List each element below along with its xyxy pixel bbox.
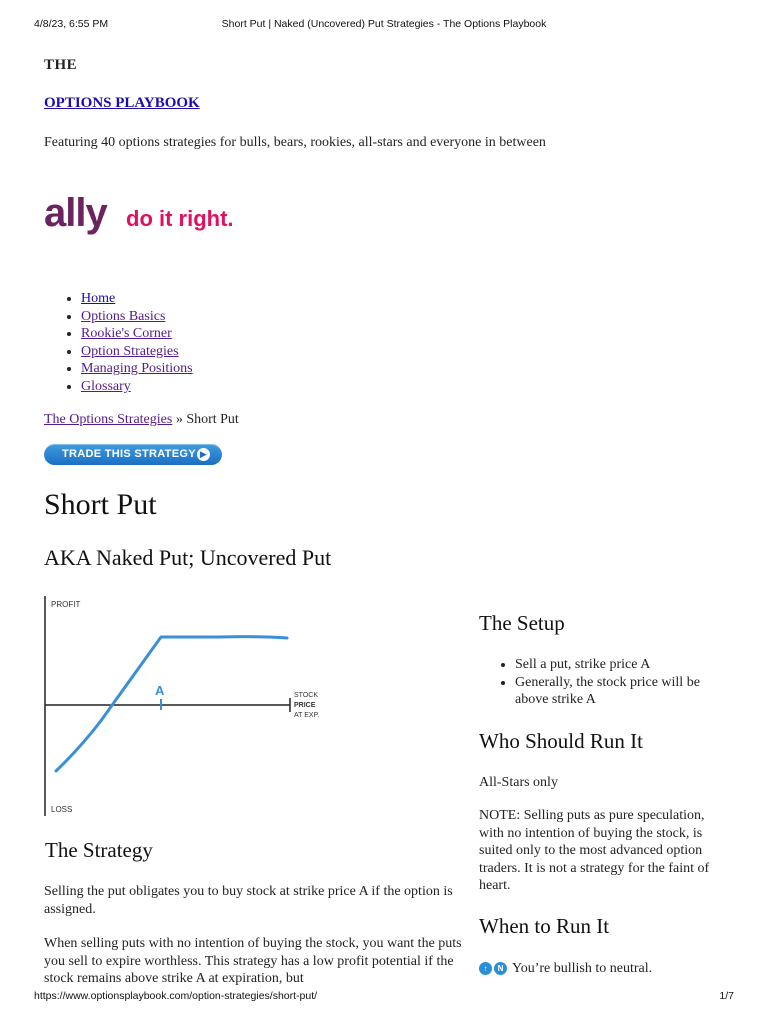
nav-item-options-basics [81, 308, 193, 326]
strategy-heading: The Strategy [45, 838, 153, 862]
nav-item-managing-positions [81, 360, 193, 378]
print-page-title: Short Put | Naked (Uncovered) Put Strategies - The Options Playbook [221, 18, 547, 30]
axis-label-price: PRICE [294, 702, 316, 709]
when-heading: When to Run It [479, 914, 610, 938]
nav-item-option-strategies [81, 343, 193, 361]
payoff-line [56, 637, 287, 771]
page-subtitle: AKA Naked Put; Uncovered Put [44, 545, 332, 570]
chevron-right-icon: ▶ [197, 448, 210, 461]
who-level: All-Stars only [479, 775, 558, 790]
site-tagline: Featuring 40 options strategies for bulls, bears, rookies, all-stars and everyone in between [44, 135, 546, 150]
breadcrumb-separator: » [172, 412, 187, 427]
print-footer [34, 990, 734, 1004]
neutral-icon: N [494, 962, 507, 975]
nav-item-home [81, 290, 193, 308]
when-row [479, 960, 739, 978]
axis-label-stock: STOCK [294, 692, 318, 699]
nav-link-rookies-corner[interactable]: Rookie's Corner [81, 326, 172, 342]
main-nav [44, 290, 193, 396]
nav-link-glossary[interactable]: Glossary [81, 378, 131, 394]
breadcrumb-parent-link[interactable]: The Options Strategies [44, 412, 173, 427]
profit-loss-diagram [40, 590, 340, 822]
profit-label: PROFIT [51, 600, 81, 609]
breadcrumb-current: Short Put [186, 412, 239, 427]
nav-item-rookies-corner [81, 325, 193, 343]
strategy-paragraph-2: When selling puts with no intention of buying the stock, you want the puts you sell to expire worthless. This strategy has a low profit potential if the stock remains above strike A at expiration, but [44, 936, 462, 987]
page-title: Short Put [44, 488, 157, 521]
bullish-icon: ↑ [479, 962, 492, 975]
who-heading: Who Should Run It [479, 729, 643, 753]
strategy-paragraph-1: Selling the put obligates you to buy stock at strike price A if the option is assigned. [44, 884, 453, 917]
trade-this-strategy-button[interactable] [44, 444, 222, 465]
nav-link-home[interactable]: Home [81, 291, 116, 306]
trade-button-label: TRADE THIS STRATEGY [62, 448, 196, 460]
setup-item: • Sell a put, strike price A [515, 656, 735, 674]
ally-logo [44, 190, 264, 242]
brand-the: THE [44, 57, 78, 73]
axis-label-at-exp: AT EXP. [294, 712, 320, 719]
setup-list [479, 656, 735, 709]
nav-item-glossary [81, 378, 193, 396]
print-header [34, 18, 734, 32]
setup-heading: The Setup [479, 611, 565, 635]
brand-home-link[interactable]: OPTIONS PLAYBOOK [44, 95, 200, 111]
loss-label: LOSS [51, 805, 73, 814]
strike-a-label: A [155, 683, 165, 698]
print-datetime: 4/8/23, 6:55 PM [34, 18, 109, 30]
nav-link-managing-positions[interactable]: Managing Positions [81, 361, 193, 377]
print-url: https://www.optionsplaybook.com/option-strategies/short-put/ [34, 990, 318, 1002]
who-note: NOTE: Selling puts as pure speculation, with no intention of buying the stock, is suited only to the most advanced option traders. It is not a strategy for the faint of heart. [479, 808, 710, 894]
logo-word: ally [44, 191, 107, 235]
setup-item: • Generally, the stock price will be above strike A [515, 674, 735, 709]
logo-slogan: do it right. [126, 206, 234, 231]
nav-link-options-basics[interactable]: Options Basics [81, 308, 166, 324]
print-page-number: 1/7 [719, 990, 734, 1002]
nav-link-option-strategies[interactable]: Option Strategies [81, 343, 179, 359]
when-text: You’re bullish to neutral. [511, 961, 653, 976]
breadcrumb [44, 412, 239, 428]
